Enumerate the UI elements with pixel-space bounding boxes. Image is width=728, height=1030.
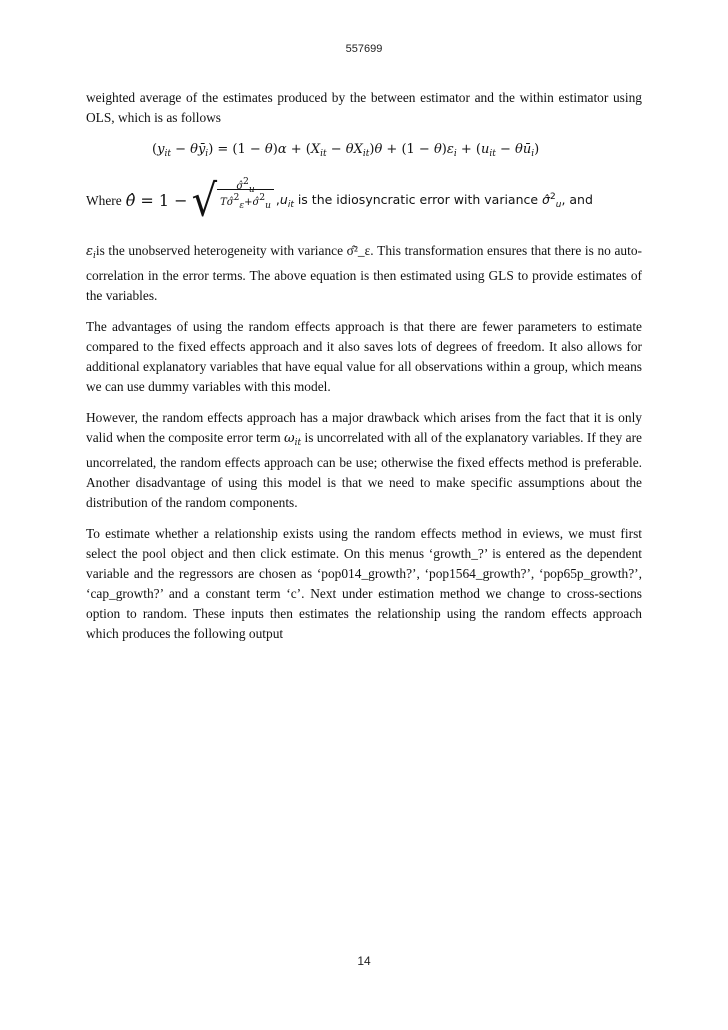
where-definition [86, 175, 642, 227]
page-number: 14 [357, 954, 371, 968]
radical-sign: √ [191, 175, 218, 227]
page-header: 557699 [345, 43, 383, 55]
theta-expression: θ̂ = 1 − [125, 191, 188, 210]
epsilon-symbol: $\varepsilon_i$ [86, 244, 96, 261]
paragraph-drawback-part2: is uncorrelated with all of the explanatory variables. If they are uncorrelated, the random effects approach can be use; otherwise the fixed effects method is preferable. Another disadvantage of using this model is that we need to make specific assumptions about the distribution of the random components. [86, 430, 642, 510]
sqrt-fraction [191, 175, 274, 227]
paragraph-heterogeneity-text: is the unobserved heterogeneity with variance σ̂²_ε. This transformation ensures that there is no auto-correlation in the error terms. The above equation is then estimated using GLS to provide estimates of the variables. [86, 243, 642, 303]
fraction: σ̂2u Tσ̂2ε+σ̂2u [217, 189, 274, 213]
paragraph-eviews: To estimate whether a relationship exists using the random effects method in eviews, we must first select the pool object and then click estimate. On this menus ‘growth_?’ is entered as the dependent variable and the regressors are chosen as ‘pop014_growth?’, ‘pop1564_growth?’, ‘pop65p_growth?’, ‘cap_growth?’ and a constant term ‘c’. Next under estimation method we change to cross-sections option to random. These inputs then estimates the relationship using the random effects approach which produces the following output [86, 526, 642, 641]
fraction-denominator: Tσ̂2ε+σ̂2u [220, 193, 271, 211]
paragraph-heterogeneity [86, 241, 642, 306]
paragraph-intro: weighted average of the estimates produced by the between estimator and the within estimator using OLS, which is as follows [86, 90, 642, 125]
omega-symbol: $\omega_{it}$ [283, 431, 302, 448]
paragraph-drawback-part1: However, the random effects approach has a major drawback which arises from the fact that it is only valid when the composite error term [86, 410, 642, 445]
equation: ($y_{it}$ − $\theta ȳ_i) = (1 - \theta)\alpha + (X_{it} - \theta X_{it})\theta + (1 - \theta)\varepsilon_i + (u_{it}$ − $\theta ū_i$) [152, 142, 540, 159]
paragraph-advantages: The advantages of using the random effects approach is that there are fewer parameters to estimate compared to the fixed effects approach and it also saves lots of degrees of freedom. It also allows for additional explanatory variables that have equal value for all observations within a group, which means we can use dummy variables with this model. [86, 319, 642, 394]
where-suffix: $,u_{it}$ is the idiosyncratic error with variance σ̂$^2_u$, and [275, 192, 593, 210]
paragraph-drawback [86, 408, 642, 513]
where-prefix: Where [86, 193, 122, 208]
body-text [86, 88, 642, 655]
